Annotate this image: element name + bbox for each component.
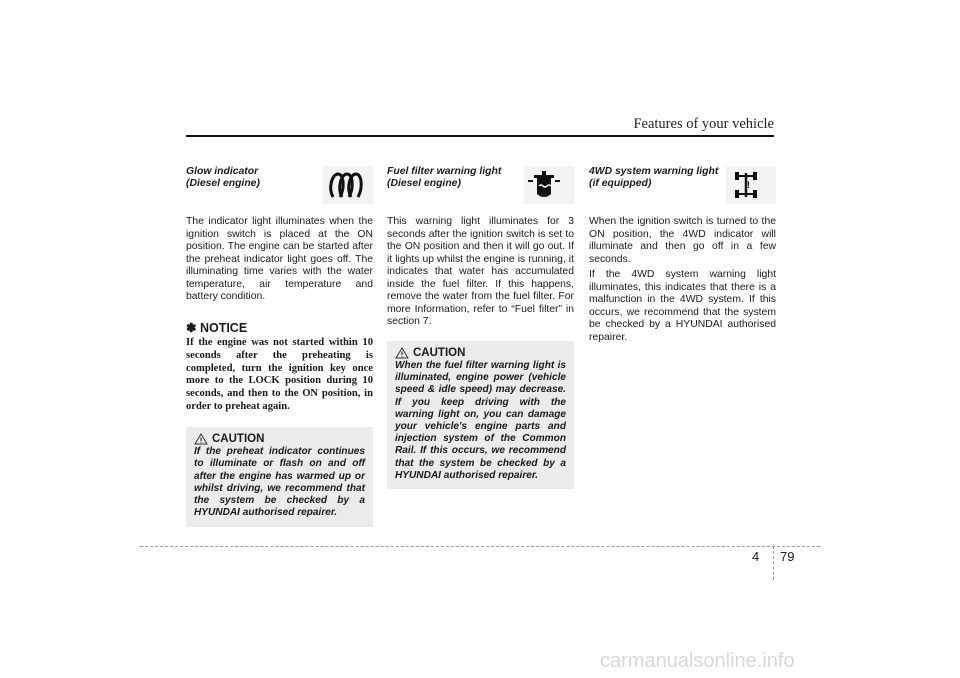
fuel-filter-header <box>387 166 574 216</box>
glow-indicator-body: The indicator light illuminates when the ignition switch is placed at the ON position. The engine can be started after the preheat indicator light goes off. The illuminating time varies with the water temperature, air temperature and battery condition. <box>186 216 373 302</box>
footer-divider <box>773 546 774 580</box>
page-number: 79 <box>780 549 795 564</box>
fuel-filter-icon <box>524 166 574 204</box>
notice-text: If the engine was not started within 10 seconds after the preheating is completed, turn the ignition key once more to the LOCK position during 10 seconds, and then to the ON position, in order to preheat again. <box>186 337 373 412</box>
fuel-caution-text: When the fuel filter warning light is illuminated, engine power (vehicle speed & idle speed) may decrease. If you keep driving with the warning light on, you can damage your vehicle's engine parts and injection system of the Common Rail. If this occurs, we recommend that the system be checked by a HYUNDAI authorised repairer. <box>395 360 566 481</box>
glow-indicator-title: Glow indicator (Diesel engine) <box>186 166 260 189</box>
notice-heading: ✽ NOTICE <box>186 320 248 335</box>
section-title: Features of your vehicle <box>633 116 774 132</box>
glow-caution-box <box>186 427 373 527</box>
glow-caution-text: If the preheat indicator continues to illuminate or flash on and off after the engine has warmed up or whilst driving, we recommend that the system be checked by a HYUNDAI authorised repairer. <box>194 446 365 519</box>
section-number: 4 <box>752 549 760 564</box>
footer-rule <box>140 546 820 547</box>
4wd-icon <box>726 166 776 204</box>
4wd-warning-body-1: When the ignition switch is turned to the ON position, the 4WD indicator will illuminate and then go off in a few seconds. <box>589 216 776 265</box>
caution-label: CAUTION <box>413 346 466 359</box>
caution-label: CAUTION <box>212 432 265 445</box>
warning-triangle-icon <box>395 347 409 359</box>
fuel-filter-section <box>387 166 574 489</box>
glow-plug-icon <box>323 166 373 204</box>
svg-text:!: ! <box>747 180 750 190</box>
4wd-warning-title: 4WD system warning light (if equipped) <box>589 166 719 189</box>
fuel-caution-box <box>387 341 574 490</box>
watermark: carmanualsonline.info <box>600 650 795 672</box>
4wd-warning-body-2: If the 4WD system warning light illuminates, this indicates that there is a malfunction in the 4WD system. If this occurs, we recommend that the system be checked by a HYUNDAI authorised repairer. <box>589 269 776 343</box>
4wd-warning-section <box>589 166 776 344</box>
glow-indicator-section <box>186 166 373 527</box>
glow-indicator-header <box>186 166 373 216</box>
fuel-filter-title: Fuel filter warning light (Diesel engine) <box>387 166 502 189</box>
fuel-filter-body: This warning light illuminates for 3 seconds after the ignition switch is set to the ON position and then it will go out. If it lights up whilst the engine is running, it indicates that water has accumulated inside the fuel filter. If this happens, remove the water from the fuel filter. For more Information, refer to “Fuel filter” in section 7. <box>387 216 574 327</box>
4wd-warning-header <box>589 166 776 216</box>
warning-triangle-icon <box>194 433 208 445</box>
header-rule <box>186 135 774 137</box>
